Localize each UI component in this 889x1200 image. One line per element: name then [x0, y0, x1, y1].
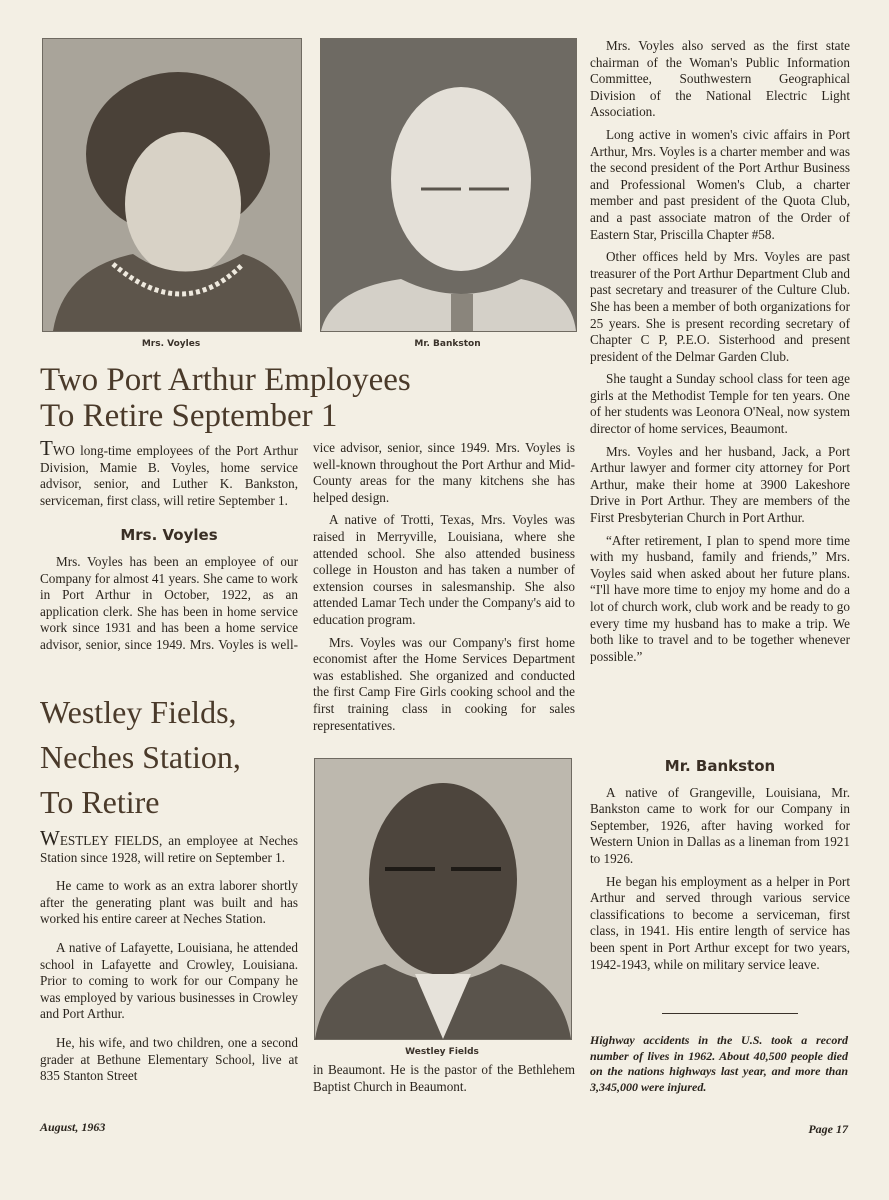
footer-page-number: Page 17	[808, 1122, 848, 1136]
fields-paragraph-3: He, his wife, and two children, one a second grader at Bethune Elementary School, live at 835 Stanton Street	[40, 1034, 298, 1084]
subhead-mr-bankston: Mr. Bankston	[664, 757, 776, 775]
voyles-paragraph-8: Mrs. Voyles and her husband, Jack, a Port Arthur lawyer and former city attorney for Port Arthur, make their home at 3900 Lakeshore Drive in Port Arthur. They are members of the First Presbyterian Church in Port Arthur.	[590, 443, 850, 526]
footer-date: August, 1963	[40, 1120, 106, 1134]
voyles-paragraph-1-cont: vice advisor, senior, since 1949. Mrs. Voyles is well-known throughout the Port Arthur and Mid-County areas for the many kitchens she has helped design.	[313, 440, 575, 505]
article2-col1	[40, 826, 298, 1091]
fields-photo	[314, 758, 572, 1040]
voyles-paragraph-4: Mrs. Voyles also served as the first state chairman of the Woman's Public Information Committee, Southwestern Geographical Division of the National Electric Light Association.	[590, 38, 850, 120]
divider-rule	[662, 1013, 798, 1014]
bankston-photo	[320, 38, 577, 332]
article1-col1	[40, 436, 298, 654]
article2-intro	[40, 826, 298, 866]
bankston-paragraph-1: A native of Grangeville, Louisiana, Mr. Bankston came to work for our Company in September, 1926, after having worked for Western Union in Dallas as a lineman from 1921 to 1926.	[590, 784, 850, 866]
highway-note: Highway accidents in the U.S. took a record number of lives in 1962. About 40,500 people died on the nations highways last year, and more than 3,345,000 were injured.	[590, 1033, 848, 1094]
headline-line-1: Two Port Arthur Employees	[40, 362, 411, 398]
article1-col2	[313, 440, 575, 740]
dropcap-w: W	[40, 826, 60, 850]
article1-col3	[590, 38, 850, 671]
voyles-paragraph-7: She taught a Sunday school class for teen age girls at the Methodist Temple for ten years. One of her students was Leonora O'Neal, now system director of home services, Beaumont.	[590, 371, 850, 437]
headline-two-employees	[40, 362, 600, 435]
bankston-caption: Mr. Bankston	[414, 339, 481, 349]
dropcap: T	[40, 436, 53, 460]
voyles-photo	[42, 38, 302, 332]
fields-paragraph-3-cont: in Beaumont. He is the pastor of the Bethlehem Baptist Church in Beaumont.	[313, 1062, 575, 1094]
bankston-section	[590, 758, 850, 979]
bankston-paragraph-2: He began his employment as a helper in Port Arthur and served through various service classifications to become a serviceman, first class, in 1941. His entire length of service has been spent in Port Arthur except for two years, 1942-1943, while on military service leave.	[590, 873, 850, 972]
voyles-caption: Mrs. Voyles	[141, 339, 201, 349]
voyles-paragraph-3: Mrs. Voyles was our Company's first home economist after the Home Services Department was established. She organized and conducted the first Camp Fire Girls cooking school and the first training class in cooking for sales representatives.	[313, 634, 575, 733]
voyles-paragraph-1: Mrs. Voyles has been an employee of our Company for almost 41 years. She came to work in Port Arthur in October, 1922, as an application clerk. She has been in home service work since 1931 and has been a home service advisor, senior, since 1949. Mrs. Voyles is well-	[40, 553, 298, 652]
voyles-paragraph-6: Other offices held by Mrs. Voyles are past treasurer of the Port Arthur Department Club and past secretary and treasurer of the Culture Club. She has been a member of both organizations for 25 years. She is present recording secretary of Chapter C P, P.E.O. Sisterhood and present president of the Delmar Garden Club.	[590, 249, 850, 364]
article2-intro-text: ESTLEY FIELDS, an employee at Neches Station since 1928, will retire on September 1.	[40, 833, 298, 865]
headline2-line-2: Neches Station,	[40, 739, 241, 775]
voyles-p1-clip	[40, 554, 298, 654]
article1-intro	[40, 436, 298, 509]
voyles-paragraph-2: A native of Trotti, Texas, Mrs. Voyles was raised in Merryville, Louisiana, where she attended school. She also attended business college in Houston and has taken a number of extension courses in salesmanship. She also attended Lamar Tech under the Company's aid to education program.	[313, 512, 575, 627]
headline-line-2: To Retire September 1	[40, 398, 338, 435]
fields-paragraph-1: He came to work as an extra laborer shortly after the generating plant was built and has worked his entire career at Neches Station.	[40, 878, 298, 927]
headline2-line-1: Westley Fields,	[40, 694, 237, 730]
article2-col2	[313, 1062, 575, 1101]
intro-text: WO long-time employees of the Port Arthur Division, Mamie B. Voyles, home service advisor, senior, and Luther K. Bankston, serviceman, first class, will retire September 1.	[40, 443, 298, 508]
voyles-paragraph-5: Long active in women's civic affairs in Port Arthur, Mrs. Voyles is a charter member and was the second president of the Port Arthur Business and Professional Women's Club, a charter member and past president of the Quota Club, and a past associate matron of the Order of Eastern Star, Priscilla Chapter #58.	[590, 126, 850, 242]
fields-caption: Westley Fields	[405, 1047, 479, 1057]
voyles-paragraph-9: “After retirement, I plan to spend more time with my husband, family and friends,” Mrs. Voyles said when asked about her future plans. “I'll have more time to enjoy my home and do a lot of church work, club work and be ready to go every time my husband has to make a trip. We both like to travel and to be together whenever possible.”	[590, 532, 850, 664]
fields-paragraph-2: A native of Lafayette, Louisiana, he attended school in Lafayette and Crowley, Louisiana. Prior to coming to work for our Company he was employed by various businesses in Crowley and Port Arthur.	[40, 939, 298, 1022]
headline-westley-fields	[40, 690, 300, 825]
subhead-mrs-voyles: Mrs. Voyles	[120, 526, 218, 545]
headline2-line-3: To Retire	[40, 784, 160, 820]
